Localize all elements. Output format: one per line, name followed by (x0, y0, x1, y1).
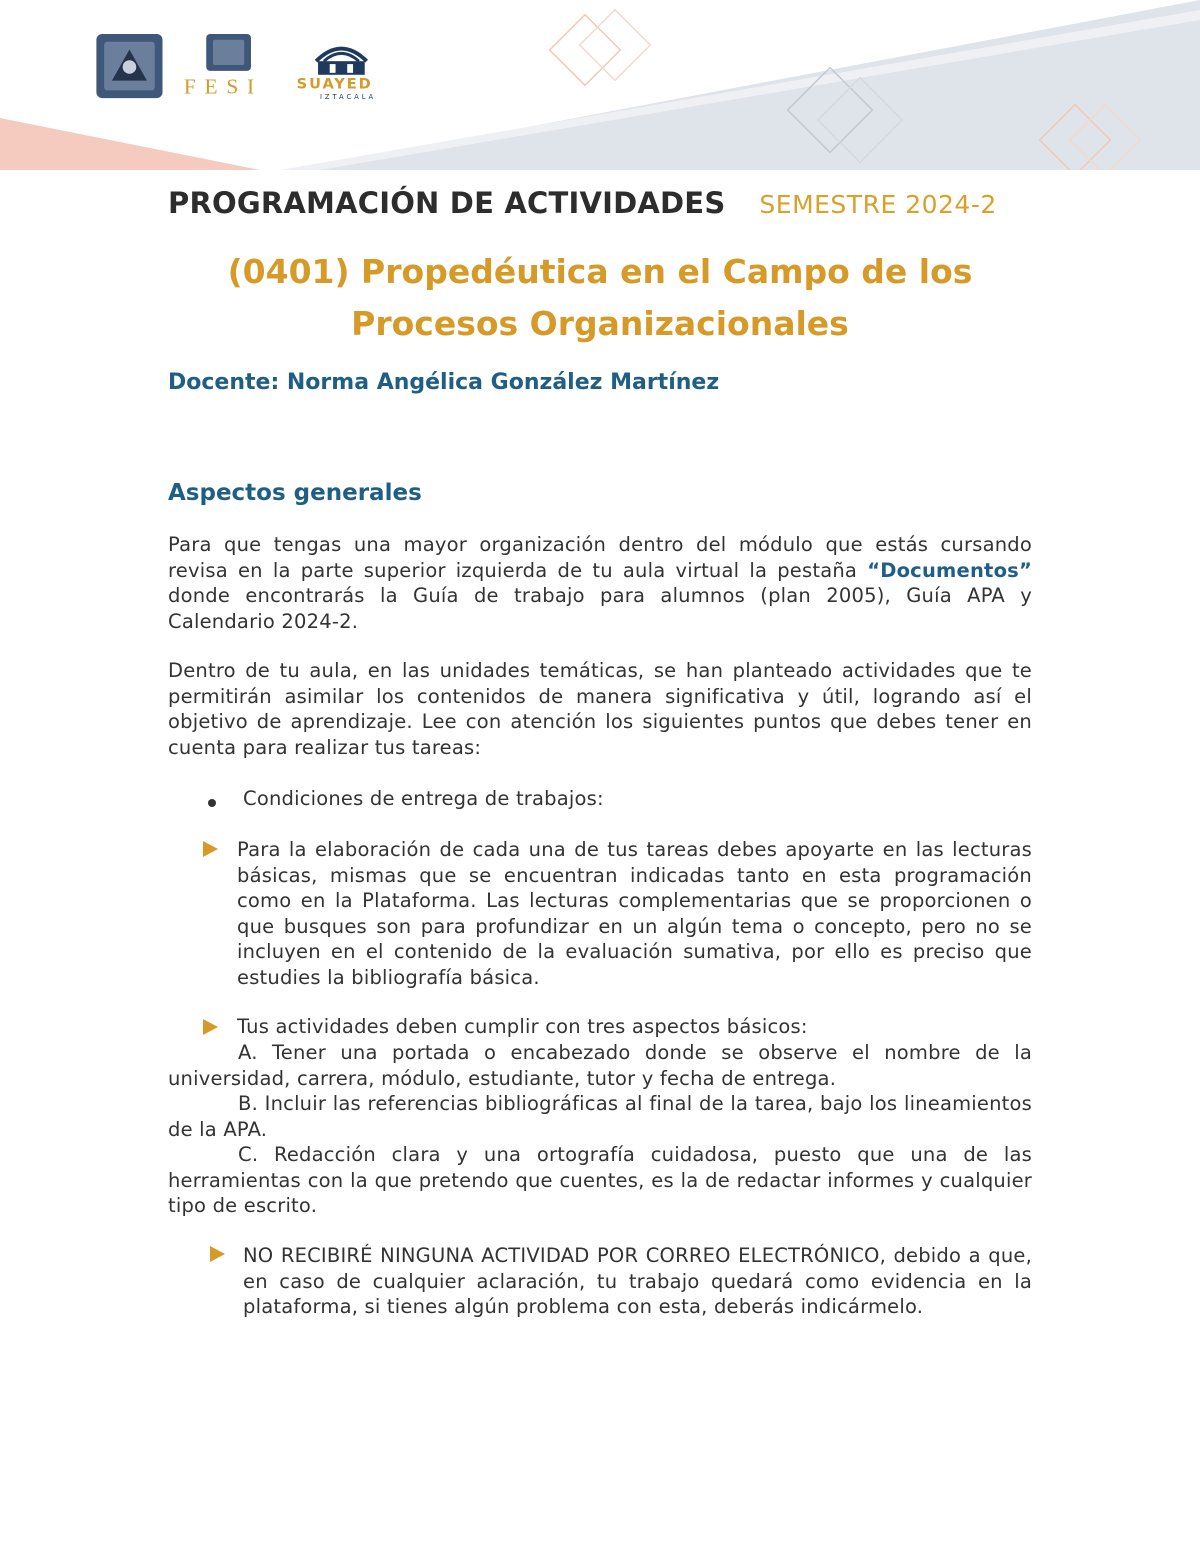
arrow-item-email-notice: NO RECIBIRÉ NINGUNA ACTIVIDAD POR CORREO ELECTRÓNICO, debido a que, en caso de cualquier aclaración, tu trabajo quedará como evidencia en la plataforma, si tienes algún problema con esta, deberás indicármelo. (243, 1244, 1032, 1318)
svg-text:FESI: FESI (183, 74, 263, 99)
institution-logos (90, 32, 410, 102)
arrow-bullet-icon (203, 1019, 218, 1035)
arrow-bullet-icon (203, 841, 218, 857)
page-title-line (168, 186, 1068, 220)
requirement-b: B. Incluir las referencias bibliográficas al final de la tarea, bajo los lineamientos de la APA. (168, 1092, 1032, 1141)
svg-text:IZTACALA: IZTACALA (320, 93, 377, 102)
svg-text:SUAYED: SUAYED (296, 75, 373, 93)
arrow-item-requirements: Tus actividades deben cumplir con tres aspectos básicos: (237, 1015, 808, 1038)
semester-label: SEMESTRE 2024-2 (759, 190, 997, 219)
section-heading: Aspectos generales (168, 480, 422, 506)
paragraph-documents (168, 532, 1032, 634)
paragraph-documents-start: Para que tengas una mayor organización dentro del módulo que estás cursando revisa en la parte superior izquierda de tu aula virtual la pestaña (168, 533, 1032, 582)
paragraph-documents-end: donde encontrarás la Guía de trabajo para alumnos (plan 2005), Guía APA y Calendario 2024-2. (168, 584, 1032, 633)
course-title (168, 246, 1032, 350)
arrow-bullet-icon (210, 1246, 225, 1262)
requirements-list (168, 1040, 1032, 1219)
teacher-name: Docente: Norma Angélica González Martínez (168, 370, 720, 395)
page-title: PROGRAMACIÓN DE ACTIVIDADES (168, 186, 726, 220)
unam-logo (96, 34, 162, 98)
course-title-line2: Procesos Organizacionales (351, 304, 849, 343)
fesi-logo (184, 34, 263, 98)
bullet-dot (208, 799, 216, 807)
header-peach-band (0, 118, 260, 170)
conditions-heading: Condiciones de entrega de trabajos: (243, 787, 604, 810)
paragraph-activities: Dentro de tu aula, en las unidades temáticas, se han planteado actividades que te permitirán asimilar los contenidos de manera significativa y útil, logrando así el objetivo de aprendizaje. Lee con atención los siguientes puntos que debes tener en cuenta para realizar tus tareas: (168, 659, 1032, 759)
documents-tab-reference: “Documentos” (867, 558, 1032, 582)
suayed-logo (297, 49, 376, 102)
requirement-c: C. Redacción clara y una ortografía cuidadosa, puesto que una de las herramientas con la que pretendo que cuentes, es la de redactar informes y cualquier tipo de escrito. (168, 1143, 1032, 1217)
requirement-a: A. Tener una portada o encabezado donde se observe el nombre de la universidad, carrera, módulo, estudiante, tutor y fecha de entrega. (168, 1041, 1032, 1090)
arrow-item-readings: Para la elaboración de cada una de tus tareas debes apoyarte en las lecturas básicas, mismas que se encuentran indicadas tanto en esta programación como en la Plataforma. Las lecturas complementarias que se proporcionen o que busques son para profundizar en un algún tema o concepto, pero no se incluyen en el contenido de la evaluación sumativa, por ello es preciso que estudies la bibliografía básica. (237, 838, 1032, 989)
course-title-line1: (0401) Propedéutica en el Campo de los (227, 252, 973, 291)
